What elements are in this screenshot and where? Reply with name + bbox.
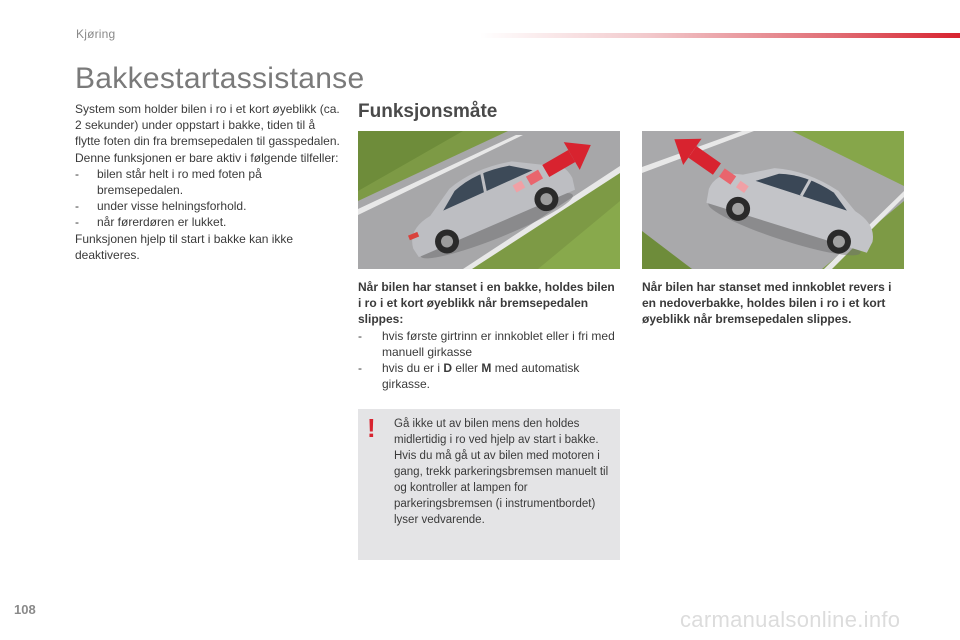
list-item: - hvis første girtrinn er innkoblet eller i fri med manuell girkasse [358,329,615,359]
downhill-reverse-car-illustration [642,131,904,269]
section-label: Kjøring [76,27,116,41]
gear-d-label: D [443,361,453,375]
list-item: - bilen står helt i ro med foten på bremsepedalen. [75,166,262,198]
warning-text: Gå ikke ut av bilen mens den holdes midlertidig i ro ved hjelp av start i bakke. Hvis du må gå ut av bilen med motoren i gang, trekk parkeringsbremsen manuelt til og kontroller at lampen for parkeringsbremsen (i instrumentbordet) lyser vedvarende. [394,418,609,526]
uphill-caption: Når bilen har stanset i en bakke, holdes bilen i ro i et kort øyeblikk når bremsepedalen slippes: [358,280,615,326]
list-item: - hvis du er i D eller M med automatisk girkasse. [358,361,580,391]
list-item: - når førerdøren er lukket. [75,215,227,230]
uphill-car-illustration [358,131,620,269]
list-item-text: hvis første girtrinn er innkoblet eller i fri med manuell girkasse [382,329,615,359]
list-item-text: bilen står helt i ro med foten på bremsepedalen. [97,166,262,198]
intro-conditions-lead: Denne funksjonen er bare aktiv i følgende tilfeller: [75,150,339,165]
gear-m-label: M [481,361,492,375]
list-item-text-mid: eller [452,361,482,375]
warning-box [358,409,620,560]
downhill-caption: Når bilen har stanset med innkoblet revers i en nedoverbakke, holdes bilen i ro i et kort øyeblikk når bremsepedalen slippes. [642,280,892,326]
list-item-text: når førerdøren er lukket. [97,215,227,230]
list-item-text-post: med automatisk girkasse. [382,361,580,391]
list-item-text: under visse helningsforhold. [97,199,247,214]
section-heading: Funksjonsmåte [358,101,498,122]
list-item: - under visse helningsforhold. [75,199,247,214]
intro-paragraph: System som holder bilen i ro i et kort øyeblikk (ca. 2 sekunder) under oppstart i bakke, tiden til å flytte foten din fra bremsepedalen til gasspedalen. [75,102,340,149]
header-accent-bar [480,33,960,38]
page-title: Bakkestartassistanse [75,62,365,95]
intro-note: Funksjonen hjelp til start i bakke kan ikke deaktiveres. [75,231,294,262]
watermark: carmanualsonline.info [680,607,901,632]
list-item-text-pre: hvis du er i [382,361,444,375]
uphill-conditions-list [358,328,620,392]
intro-column [75,101,340,263]
warning-icon: ! [367,413,376,443]
page-number: 108 [14,602,36,617]
